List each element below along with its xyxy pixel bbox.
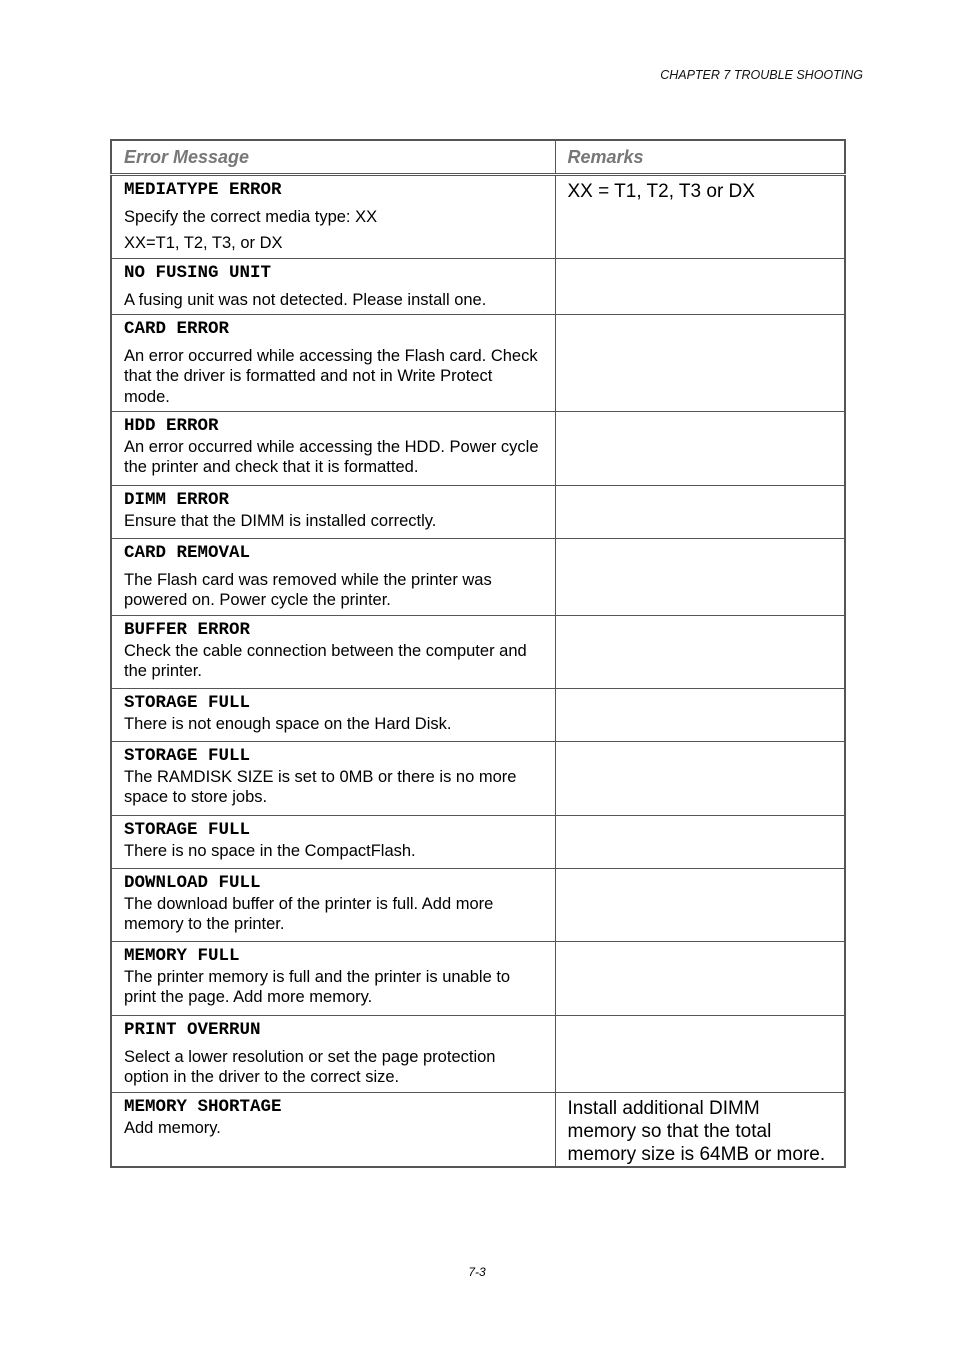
error-code: CARD ERROR bbox=[124, 318, 230, 339]
error-cell bbox=[111, 174, 555, 258]
remark-text bbox=[568, 942, 833, 946]
table-row bbox=[111, 258, 845, 314]
remark-text bbox=[568, 1016, 833, 1020]
error-code: STORAGE FULL bbox=[124, 692, 251, 713]
column-header-error-message: Error Message bbox=[111, 140, 555, 174]
table-header-row bbox=[111, 140, 845, 174]
error-description: The RAMDISK SIZE is set to 0MB or there is no more space to store jobs. bbox=[124, 767, 517, 806]
remark-text bbox=[568, 869, 833, 873]
error-description: An error occurred while accessing the HDD. Power cycle the printer and check that it is formatted. bbox=[124, 437, 539, 476]
table-row bbox=[111, 815, 845, 868]
error-description: There is not enough space on the Hard Disk. bbox=[124, 714, 452, 733]
error-description: Add memory. bbox=[124, 1118, 221, 1137]
error-code: STORAGE FULL bbox=[124, 819, 251, 840]
table-row bbox=[111, 314, 845, 411]
error-code: MEMORY SHORTAGE bbox=[124, 1096, 282, 1117]
error-description: Check the cable connection between the computer and the printer. bbox=[124, 641, 527, 680]
remarks-cell bbox=[555, 411, 845, 485]
remarks-cell bbox=[555, 868, 845, 941]
error-cell bbox=[111, 485, 555, 538]
error-cell bbox=[111, 314, 555, 411]
error-cell bbox=[111, 538, 555, 615]
remarks-cell bbox=[555, 258, 845, 314]
table-row bbox=[111, 1092, 845, 1167]
error-description: Ensure that the DIMM is installed correctly. bbox=[124, 511, 437, 530]
remark-text bbox=[568, 742, 833, 746]
remark-text bbox=[568, 539, 833, 543]
error-cell bbox=[111, 741, 555, 815]
error-cell bbox=[111, 941, 555, 1015]
page-number: 7-3 bbox=[468, 1265, 486, 1279]
error-description: XX=T1, T2, T3, or DX bbox=[124, 234, 283, 252]
table-row bbox=[111, 174, 845, 258]
remark-text bbox=[568, 259, 833, 263]
table-row bbox=[111, 538, 845, 615]
error-code: NO FUSING UNIT bbox=[124, 262, 272, 283]
remarks-cell bbox=[555, 538, 845, 615]
remarks-cell bbox=[555, 815, 845, 868]
remarks-cell bbox=[555, 174, 845, 258]
error-cell bbox=[111, 815, 555, 868]
remark-text bbox=[568, 412, 833, 416]
table-row bbox=[111, 1015, 845, 1092]
error-description: Select a lower resolution or set the page protection option in the driver to the correct size. bbox=[124, 1047, 496, 1086]
remark-text bbox=[568, 689, 833, 693]
error-description: An error occurred while accessing the Flash card. Check that the driver is formatted and not in Write Protect mode. bbox=[124, 346, 538, 406]
table-row bbox=[111, 941, 845, 1015]
table-row bbox=[111, 868, 845, 941]
remark-text bbox=[568, 486, 833, 490]
error-cell bbox=[111, 1092, 555, 1167]
table-row bbox=[111, 688, 845, 741]
remarks-cell bbox=[555, 485, 845, 538]
error-code: MEMORY FULL bbox=[124, 945, 240, 966]
remarks-cell bbox=[555, 741, 845, 815]
error-cell bbox=[111, 868, 555, 941]
error-description: The Flash card was removed while the printer was powered on. Power cycle the printer. bbox=[124, 570, 492, 609]
table-row bbox=[111, 411, 845, 485]
error-description: The printer memory is full and the printer is unable to print the page. Add more memory. bbox=[124, 967, 511, 1006]
remarks-cell bbox=[555, 615, 845, 688]
column-header-remarks: Remarks bbox=[555, 140, 845, 174]
remark-text bbox=[568, 616, 833, 620]
remarks-cell bbox=[555, 314, 845, 411]
error-description: Specify the correct media type: XX bbox=[124, 207, 378, 226]
remarks-cell bbox=[555, 688, 845, 741]
table-row bbox=[111, 615, 845, 688]
error-code: PRINT OVERRUN bbox=[124, 1019, 261, 1040]
remarks-cell bbox=[555, 1092, 845, 1167]
table-row bbox=[111, 741, 845, 815]
remarks-cell bbox=[555, 941, 845, 1015]
table-row bbox=[111, 485, 845, 538]
error-cell bbox=[111, 615, 555, 688]
error-code: MEDIATYPE ERROR bbox=[124, 179, 282, 200]
error-description: A fusing unit was not detected. Please install one. bbox=[124, 290, 487, 309]
error-cell bbox=[111, 411, 555, 485]
remark-text bbox=[568, 315, 833, 319]
remark-text bbox=[568, 816, 833, 820]
chapter-header: CHAPTER 7 TROUBLE SHOOTING bbox=[660, 68, 863, 82]
remark-text: XX = T1, T2, T3 or DX bbox=[567, 180, 755, 202]
error-code: CARD REMOVAL bbox=[124, 542, 251, 563]
error-code: HDD ERROR bbox=[124, 415, 219, 436]
remark-text: Install additional DIMM memory so that the total memory size is 64MB or more. bbox=[567, 1097, 826, 1165]
error-cell bbox=[111, 258, 555, 314]
error-code: STORAGE FULL bbox=[124, 745, 251, 766]
error-message-table bbox=[110, 139, 846, 1168]
error-cell bbox=[111, 1015, 555, 1092]
error-description: The download buffer of the printer is full. Add more memory to the printer. bbox=[124, 894, 494, 933]
remarks-cell bbox=[555, 1015, 845, 1092]
error-code: DIMM ERROR bbox=[124, 489, 230, 510]
error-description: There is no space in the CompactFlash. bbox=[124, 841, 416, 860]
error-cell bbox=[111, 688, 555, 741]
error-code: BUFFER ERROR bbox=[124, 619, 251, 640]
error-code: DOWNLOAD FULL bbox=[124, 872, 261, 893]
